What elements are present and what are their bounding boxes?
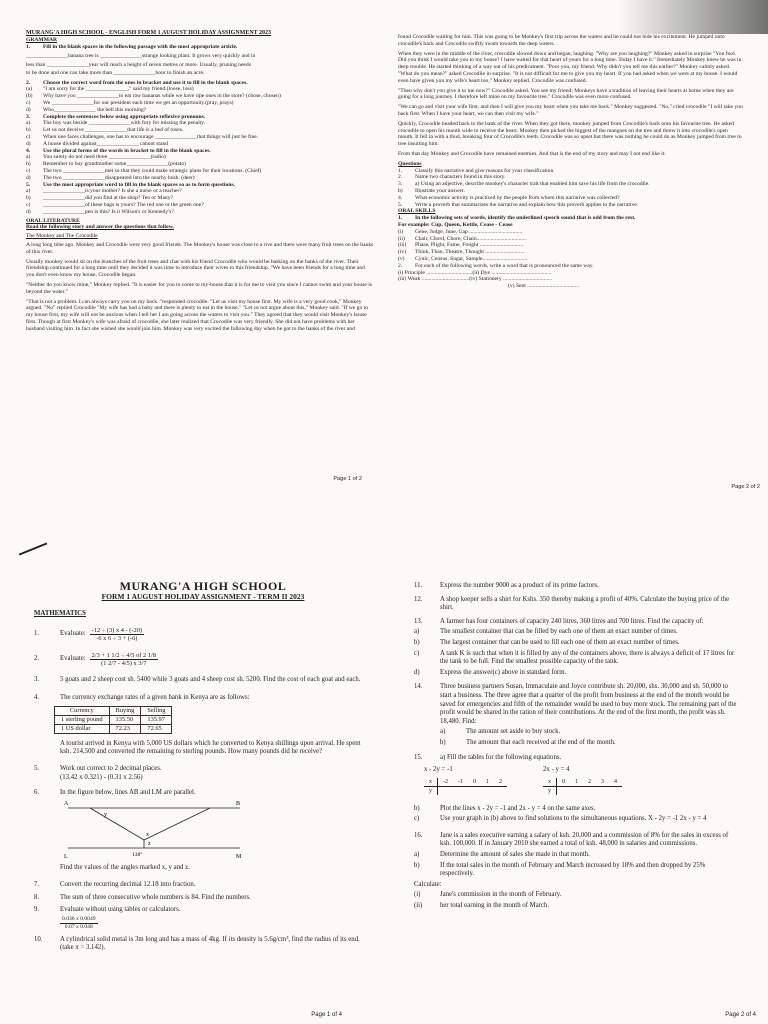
- story-paragraph: found Crocodile waiting for him. This was going to be Monkey's first trip across the waters and he could not hide his excitement. He jumped onto crocodile's back and Crocodile swiftly swam towards the deep waters.: [398, 34, 725, 47]
- q-text: A shop keeper sells a shirt for Kshs. 350 thereby making a profit of 40%. Calculate the buying price of the shirt.: [440, 595, 730, 612]
- q4-text: Use the plural forms of the words in bracket to fill in the blank spaces.: [43, 147, 211, 154]
- q-text: Work out correct to 2 decimal places.: [60, 764, 162, 772]
- sub-text: Express the answer(c) above in standard form.: [440, 668, 567, 676]
- table-cell: y: [543, 786, 557, 795]
- story-paragraph: From that day Monkey and Crocodile have remained enemies. And that is the end of my story and may I not end like it.: [398, 150, 666, 157]
- sub-text: her total earning in the month of March.: [440, 902, 550, 910]
- school-name: MURANG'A HIGH SCHOOL: [119, 579, 287, 593]
- table-cell: [570, 786, 583, 795]
- sub-text: The amount set aside to buy stock.: [466, 728, 561, 736]
- q-number: 9.: [34, 906, 40, 914]
- numerator: 0.036 x 0.0049: [60, 916, 98, 924]
- numerator: -12 ÷ (3) x 4 - (-20): [91, 626, 143, 634]
- sub-text: The amount that each received at the end of the month.: [466, 738, 616, 746]
- q5-expression: (13.42 x 0.321) - (0.31 x 2.56): [60, 774, 143, 782]
- xy-table: [424, 778, 507, 795]
- table-cell: [481, 786, 494, 795]
- sub-label: d): [414, 668, 420, 676]
- item-label: 3.: [398, 181, 403, 188]
- angle-x: x: [146, 831, 149, 838]
- equation-title: 2x - y = 4: [543, 766, 570, 774]
- item-label: b): [26, 195, 31, 202]
- item-label: (a): [26, 86, 33, 93]
- table-cell: 1: [570, 778, 583, 787]
- q-number: 13.: [414, 617, 423, 625]
- story-paragraph: Quickly, Crocodile headed back to the bank of the river. When they got there, monkey jumped from Crocodile's back onto his favourite tree. He asked crocodile to open his mouth wide to receive the heart. Monkey then picked the biggest of the mangoes on the tree and threw it into crocodile's open mouth. It fell in with a thud, breaking four of Crocodile's teeth. Crocodile was so upset but there was nothing he could do as Monkey jumped from tree to tree insulting him.: [398, 120, 742, 148]
- table-cell: 0: [468, 778, 481, 787]
- q1-fraction: [90, 627, 144, 643]
- table-cell: 1 US dollar: [55, 724, 110, 733]
- table-cell: x: [424, 778, 438, 787]
- table-cell: 2: [583, 778, 596, 787]
- q-text: A farmer has four containers of capacity 240 litres, 360 litres and 700 litres. Find the capacity of:: [440, 617, 704, 625]
- page-number: Page 1 of 4: [311, 1012, 342, 1018]
- sub-label: c): [414, 815, 420, 823]
- q-number: 6.: [34, 788, 40, 796]
- q3-text: Complete the sentences below using appropriate reflexive pronouns.: [43, 113, 206, 120]
- passage-line: to be done and one can take more than _______________hour to finish an acre.: [26, 70, 205, 77]
- angle-z: z: [148, 840, 151, 847]
- sub-label: b): [414, 638, 420, 646]
- q-number: 11.: [414, 582, 423, 589]
- q-number: 8.: [34, 893, 40, 901]
- page-number: Page 2 of 2: [731, 484, 760, 490]
- table-cell: -2: [438, 778, 454, 787]
- q1-text: Fill in the blank spaces in the following passage with the most appropriate article.: [43, 43, 238, 50]
- item-text: Chair, Chord, Chore, Chain....................................: [415, 235, 527, 242]
- oral-q1-text: In the following sets of words, identify the underlined speech sound that is odd from the rest.: [415, 215, 636, 222]
- table-cell: y: [424, 786, 438, 795]
- table-cell: [494, 786, 507, 795]
- story-paragraph: "We can go and visit your wife first, and then I will give you my heart when you take me back." Monkey suggested. "No," cried crocodile "I will take you back first. When I have your heart, we can then visit my wife.": [398, 104, 743, 117]
- item-text: Let us not deceive _______________that life is a bed of roses.: [43, 127, 184, 134]
- q2-label: 2.: [26, 79, 31, 86]
- item-text: You surely do not need three _______________(radio): [43, 154, 166, 161]
- item-text: Write a proverb that summarizes the narrative and explain how this proverb applies to the narrative.: [415, 201, 639, 208]
- item-label: 5.: [398, 201, 403, 208]
- q2-fraction: [90, 652, 158, 668]
- item-text: When one faces challenges, one has to encourage _______________that things will just be fine.: [43, 133, 259, 140]
- item-text: Think, Than, Theatre, Thought ............................: [415, 249, 525, 256]
- item-label: (v): [398, 255, 405, 262]
- sub-text: Determine the amount of sales she made in that month.: [440, 851, 590, 859]
- q-text: Evaluate:: [60, 630, 86, 638]
- english-page-2: [384, 0, 768, 536]
- q-number: 2.: [34, 655, 40, 663]
- table-cell: 72.65: [141, 724, 172, 733]
- q4-extra: A tourist arrived in Kenya with 5,000 US dollars which he converted to Kenya shillings upon arrival. He spent ksh. 214,500 and converted the remaining to sterling pounds. How many pounds did he receive?: [60, 739, 361, 756]
- q-text: Express the number 9000 as a product of its prime factors.: [440, 582, 599, 589]
- label-l: L: [64, 853, 68, 860]
- homophones-row: (iii) Weak ..................................(iv) Stationery ...................................: [398, 276, 553, 283]
- q-text: Evaluate without using tables or calculators.: [60, 906, 181, 914]
- denominator: 0.07 x 0.048: [64, 924, 93, 931]
- q-number: 15.: [414, 753, 423, 761]
- sub-label: (ii): [414, 902, 423, 910]
- item-text: _______________pen is this? Is it Wilson's or Kennedy's?: [43, 208, 174, 215]
- homophones-row: (v) Sent .....................................: [508, 283, 580, 290]
- item-label: d): [26, 106, 31, 113]
- q-text: Evaluate:: [60, 655, 86, 663]
- calculate-label: Calculate:: [414, 880, 442, 888]
- story-paragraph: When they were in the middle of the river, crocodile slowed down and began, laughing. "Why are you laughing?" Monkey asked in surprise "You fool. Did you think I would take you to my house? I have waited for that heart of yours for a long time. Today I have it." Immediately Monkey knew he was in deep trouble. He started thinking of a way out of his predicament. "Poor you, my friend: Why didn't you tell me this earlier?" Monkey calmly asked. "What do you mean?" asked Crocodile in surprise. "It is not difficult for me to give you my heart. If you had asked when we were at my house. I would even have given you my wife's heart too," Monkey replied. Crocodile was confused.: [398, 50, 742, 84]
- exchange-rate-table: [54, 706, 172, 734]
- item-label: (i): [398, 228, 404, 235]
- q-number: 12.: [414, 595, 423, 603]
- item-label: a): [26, 188, 31, 195]
- sub-text: A tank K is such that when it is filled by any of the containers above, there is always a deficit of 17 litres for the tank to be full. Find the smallest possible capacity of the tank.: [440, 649, 735, 666]
- item-label: a): [26, 154, 31, 161]
- item-label: 4.: [398, 194, 403, 201]
- story-paragraph: A long long time ago. Monkey and Crocodile were very good friends. The Monkey's house was close to a rive and there were many fruit trees on the banks of this river.: [26, 241, 374, 255]
- q-text: a) Fill the tables for the following equations.: [440, 753, 562, 761]
- sub-label: a): [440, 728, 446, 736]
- q-number: 4.: [34, 694, 40, 701]
- item-label: d): [26, 174, 31, 181]
- table-header: Selling: [141, 706, 172, 715]
- table-cell: 72.23: [109, 724, 141, 733]
- item-text: Name two characters found in this story.: [415, 174, 506, 181]
- sub-label: b): [414, 804, 420, 812]
- q-text: Three business partners Susan, Immaculate and Joyce contribute sh. 20,000, shs. 30,000 and sh. 50,000 to start a business. The three agree that a quarter of the profit from business at the end of the month would be saved for emergencies and fifth of the remainder would be used to buy more stock. The remaining part of the profit would be shared in the ration of their contributions. At the end of the first month, the profit was sh. 18,480. Find:: [440, 683, 737, 725]
- q-number: 14.: [414, 683, 423, 691]
- item-label: b): [26, 161, 31, 168]
- table-cell: [609, 786, 622, 795]
- item-label: c): [26, 100, 31, 106]
- table-cell: 3: [596, 778, 609, 787]
- passage-line: less than _______________year will reach a height of seven metres or more. Usually, pruning needs: [26, 61, 251, 68]
- story-paragraph: "Neither do you know mine," Monkey replied. "It is easier for you to come to my-house that it is for me to visit you since I cannot swim and your house is beyond the water.": [26, 281, 372, 295]
- q-text: Convert the recurring decimal 12.18 into fraction.: [60, 881, 196, 889]
- sub-text: Plot the lines x - 2y = -1 and 2x - y = 4 on the same axes.: [440, 804, 596, 812]
- table-cell: 0: [557, 778, 571, 787]
- sub-label: a): [414, 851, 420, 859]
- item-label: 1.: [398, 167, 403, 174]
- item-label: c): [26, 133, 31, 140]
- item-label: (iv): [398, 249, 407, 256]
- story-instruction: Read the following story and answer the questions that follow.: [26, 224, 174, 231]
- denominator: (1 2/7 - 4/5) x 3/7: [101, 660, 147, 667]
- sub-label: b): [440, 738, 446, 746]
- item-label: c): [26, 167, 31, 174]
- item-text: The boy was beside _______________with fury for missing the penalty.: [43, 120, 206, 127]
- item-label: (b): [26, 93, 33, 100]
- table-header: Buying: [109, 706, 141, 715]
- q-number: 1.: [34, 630, 40, 638]
- q-number: 16.: [414, 831, 423, 839]
- q6-extra: Find the values of the angles marked x, y and z.: [60, 863, 190, 871]
- item-text: We _______________for our president each time we get an opportunity.(pray, prays): [43, 100, 234, 106]
- item-text: Who_______________ the bell this morning?: [43, 106, 147, 113]
- maths-header: MATHEMATICS: [34, 610, 86, 618]
- item-label: d): [26, 208, 31, 215]
- maths-page-1: [0, 536, 384, 1024]
- maths-page-2: [384, 536, 768, 1024]
- sub-label: a): [414, 628, 420, 636]
- english-title: MURANG'A HIGH SCHOOL - ENGLISH FORM 1 AUGUST HOLIDAY ASSIGNMENT 2023: [26, 30, 272, 36]
- table-cell: 2: [494, 778, 507, 787]
- transversal-right: [144, 808, 210, 840]
- q-number: 5.: [34, 764, 40, 772]
- grammar-header: GRAMMAR: [26, 36, 58, 43]
- scan-shadow: [618, 0, 768, 34]
- q-number: 10.: [34, 935, 43, 943]
- sub-text: Jane's commission in the month of February.: [440, 891, 562, 899]
- story-paragraph: "Then why don't you give it to me now?" Crocodile asked. You see my friend; Monkeys have a tradition of leaving their hearts at home when they are going for a long journey. I therefore left mine on my favourite tree." Crocodile was even more confused.: [398, 87, 734, 101]
- label-m: M: [236, 853, 242, 860]
- example-line: For example: Cup, Queen, Kettle, Cease - Cease: [398, 221, 513, 228]
- sub-text: The largest container that can be used to fill each one of them an exact number of times.: [440, 638, 680, 646]
- q-text: The sum of three consecutive whole numbers is 84. Find the numbers.: [60, 893, 251, 901]
- q-number: 3.: [34, 676, 40, 684]
- q5-text: Use the most appropriate word to fill in the blank spaces so as to form questions.: [43, 181, 235, 188]
- equation-table-1: [424, 766, 507, 795]
- table-header: Currency: [55, 706, 110, 715]
- table-cell: [583, 786, 596, 795]
- q-text: The currency exchange rates of a given bank in Kenya are as follows:: [60, 694, 250, 701]
- q5-label: 5.: [26, 181, 31, 188]
- numerator: 2/3 + 1 1/2 ÷ 4/5 of 2 1/8: [91, 651, 156, 659]
- sub-label: b): [414, 861, 420, 869]
- item-label: a): [26, 120, 31, 127]
- q9-fraction: [60, 916, 98, 932]
- english-page-1: [0, 0, 384, 536]
- passage-line: _______________banana tree is _______________strange looking plant. It grows very quickly and in: [26, 53, 256, 60]
- item-text: a) Using an adjective, describe monkey's character trait that enabled him save his life from the crocodile.: [415, 181, 650, 188]
- table-cell: 4: [609, 778, 622, 787]
- q3-label: 3.: [26, 113, 31, 120]
- parallel-lines-figure: [60, 800, 260, 862]
- equation-table-2: [543, 766, 622, 795]
- table-cell: [557, 786, 571, 795]
- q-text: In the figure below, lines AB and LM are parallel.: [60, 788, 196, 796]
- xy-table: [543, 778, 622, 795]
- q-number: 7.: [34, 881, 40, 889]
- sub-text: Use your graph in (b) above to find solutions to the simultaneous equations. X - 2y = -1 2x - y = 4: [440, 815, 707, 823]
- table-cell: [596, 786, 609, 795]
- angle-y: y: [104, 811, 107, 818]
- story-title: The Monkey and The Crocodile: [26, 233, 98, 240]
- homophones-row: (i) Principle .................................(ii) Dye ...........................................: [398, 269, 552, 276]
- table-cell: [453, 786, 468, 795]
- item-label: (iii): [398, 242, 407, 249]
- item-text: _______________did you find at the shop? Ten or Many?: [43, 195, 174, 202]
- oral-q2-text: For each of the following words, write a word that is pronounced the same way.: [415, 262, 594, 269]
- table-cell: 135.50: [109, 715, 141, 724]
- item-text: What economic activity is practiced by the people from whom this narrative was collected?: [415, 194, 620, 201]
- table-cell: 135.97: [141, 715, 172, 724]
- q-text: Jane is a sales executive earning a salary of ksh. 20,000 and a commission of 8% for the sales in excess of ksh. 100,000. If in January 2010 she earned a total of ksh. 48,000 in salaries and commissions.: [440, 831, 729, 848]
- oral-q2-label: 2.: [398, 262, 403, 269]
- page-number: Page 1 of 2: [333, 476, 362, 482]
- sub-label: (i): [414, 891, 421, 899]
- item-text: Classify this narrative and give reasons for your classification.: [415, 167, 555, 174]
- item-text: _______________is your mother? Is she a nurse or a teacher?: [43, 188, 182, 195]
- equation-title: x - 2y = -1: [424, 766, 453, 774]
- page-number: Page 2 of 4: [725, 1012, 756, 1018]
- oral-literature-header: ORAL LITERATURE: [26, 217, 80, 224]
- q-text: 5 goats and 2 sheep cost sh. 5400 while 3 goats and 4 sheep cost sh. 5200. Find the cost of each goat and each.: [60, 676, 361, 684]
- sub-text: The smallest container that can be filled by each one of them an exact number of times.: [440, 628, 678, 636]
- item-text: The two _______________disappeared into the nearby bush. (deer): [43, 174, 195, 181]
- item-text: Why have you _______________to eat raw bananas while we have ripe ones in the store? (chose, chosen): [43, 93, 281, 100]
- table-cell: [438, 786, 454, 795]
- item-label: d): [26, 140, 31, 147]
- item-text: Gene, Judge, June, Gap ......................................: [415, 228, 523, 235]
- denominator: -6 x 6 ÷ 3 + (-6): [96, 635, 138, 643]
- item-text: Illustrate your answer.: [415, 187, 465, 194]
- oral-q1-label: 1.: [398, 215, 403, 222]
- transversal-left: [90, 808, 144, 840]
- item-text: Phase, Plight, Fame, Freight ...............................: [415, 242, 524, 249]
- item-label: b): [26, 127, 31, 134]
- table-cell: [468, 786, 481, 795]
- sub-text: If the total sales in the month of February and March increased by 18% and then dropped by 25% respectively.: [440, 861, 706, 878]
- q-text: A cylindrical solid metal is 3m long and has a mass of 4kg. If its density is 5.6g/cm³, find the radius of its end. (take π = 3.142).: [60, 935, 360, 952]
- story-paragraph: Usually monkey would sit on the branches of the fruit trees and chat with his friend Crocodile who would be basking on the banks of the river. Their friendship continued for a long time until they decided it was time to introduce their wives to this friendship. "We have been friends for a long time and you don't even know my house, Crocodile began.: [26, 258, 365, 279]
- q2-text: Choose the correct word from the ones in bracket and use it to fill in the blank spaces.: [43, 79, 248, 86]
- sub-label: c): [414, 649, 420, 657]
- item-label: (ii): [398, 235, 405, 242]
- q4-label: 4.: [26, 147, 31, 154]
- item-text: Remember to buy grandmother some_______________(potato): [43, 161, 186, 168]
- angle-138: 138°: [132, 851, 143, 858]
- item-text: "I am sorry for the _______________," said my friend.(loose, loss): [43, 86, 194, 93]
- table-cell: -1: [453, 778, 468, 787]
- q1-label: 1.: [26, 43, 31, 50]
- table-cell: 1: [481, 778, 494, 787]
- item-text: The two _______________met so that they could make strategic plans for their locations. (Chief): [43, 167, 262, 174]
- assignment-subtitle: FORM 1 AUGUST HOLIDAY ASSIGNMENT - TERM II 2023: [101, 591, 305, 601]
- questions-header: Questions: [398, 160, 422, 167]
- item-text: Cynic, Census, Sugar, Sample................................: [415, 255, 528, 262]
- label-b: B: [236, 800, 241, 807]
- item-label: 2.: [398, 174, 403, 181]
- story-paragraph: "That is not a problem. I can always carry you on my back. "responded crocodile. "Let us visit my house first. My wife is a very good cook," Monkey argued. "No" replied Crocodile "My wife has had a baby and there is plenty to eat in the house." "Let us not argue about this," Monkey said. "If we go to my house first, my wife will not be anxious when I tell her I am going across the waters to visit you." They agreed that they would visit Monkey's house first. Though at first Monkey's wife was afraid of crocodile, she later realized that Crocodile was very friendly. She did not have problems with her husband visiting him. In fact she wished she would join him. Monkey was very excited the following day when he got to the banks of the river and: [26, 298, 368, 332]
- label-a: A: [64, 800, 69, 807]
- item-text: _______________of these bags is yours? The red one or the green one?: [43, 201, 204, 208]
- item-label: c): [26, 201, 31, 208]
- pen-mark: [19, 542, 48, 555]
- item-text: A house divided against_______________ cannot stand: [43, 140, 169, 147]
- oral-skills-header: ORAL SKILLS: [398, 208, 436, 215]
- table-cell: x: [543, 778, 557, 787]
- item-label: b): [398, 187, 403, 194]
- table-cell: 1 sterling pound: [55, 715, 110, 724]
